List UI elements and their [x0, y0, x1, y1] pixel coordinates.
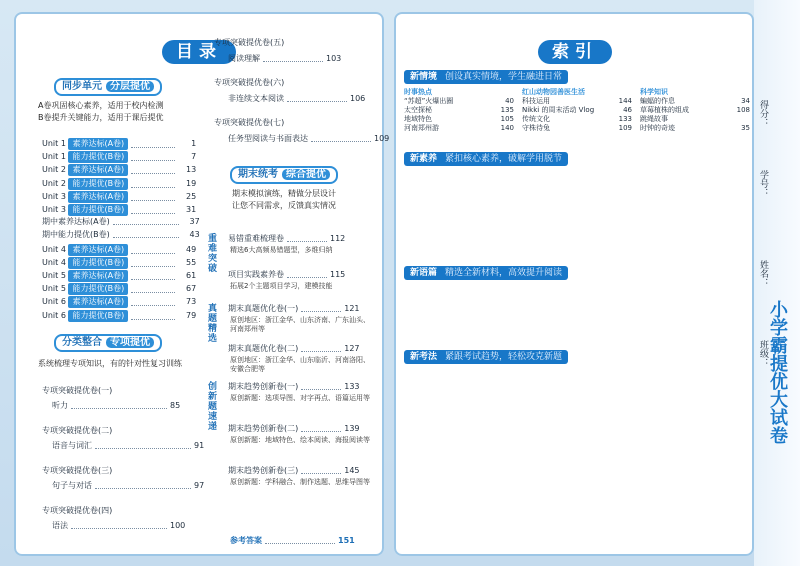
unit-row[interactable]: Unit 4 素养达标(A卷) 49	[42, 244, 197, 254]
special-row[interactable]: 专项突破提优卷(三)	[42, 466, 113, 475]
special-sub: 任务型阅读与书面表达 109	[228, 134, 390, 143]
index-entry[interactable]: 太空探秘 135	[404, 106, 514, 115]
special-row[interactable]: 专项突破提优卷(五)	[214, 38, 285, 47]
unit-row[interactable]: Unit 5 能力提优(B卷) 67	[42, 284, 197, 294]
special-row[interactable]: 专项突破提优卷(六)	[214, 78, 285, 87]
paper-row[interactable]: 期末趋势创新卷(三) 145	[228, 466, 360, 475]
special-row[interactable]: 专项突破提优卷(七)	[214, 118, 285, 127]
unit-row[interactable]: Unit 1 能力提优(B卷) 7	[42, 152, 197, 162]
index-entry[interactable]: 地域特色 105	[404, 115, 514, 124]
paper-desc: 精选6大高频易错题型，多维归纳	[230, 246, 333, 254]
paper-desc: 原创新题：地域特色、绘本阅读、海报阅读等	[230, 436, 370, 444]
special-sub: 语音与词汇 91	[52, 441, 205, 450]
unit-row[interactable]: Unit 6 能力提优(B卷) 79	[42, 310, 197, 320]
unit-row[interactable]: Unit 1 素养达标(A卷) 1	[42, 139, 197, 148]
class-field[interactable]: 班级：	[758, 340, 768, 367]
special-row[interactable]: 专项突破提优卷(一)	[42, 386, 113, 395]
paper-row[interactable]: 项目实践素养卷 115	[228, 270, 346, 279]
index-column	[522, 88, 632, 133]
index-entry[interactable]: 科技运用 144	[522, 97, 632, 106]
index-section-head: 新素养 紧扣核心素养，破解学用脱节	[404, 152, 568, 166]
unit-row[interactable]: Unit 3 素养达标(A卷) 25	[42, 191, 197, 201]
index-section-head: 新语篇 精选全新材料，高效提升阅读	[404, 266, 568, 280]
toc-page	[14, 12, 390, 556]
special-sub: 语法 100	[52, 521, 186, 530]
unit-row[interactable]: Unit 2 能力提优(B卷) 19	[42, 178, 197, 188]
unit-row[interactable]: Unit 6 素养达标(A卷) 73	[42, 297, 197, 307]
index-col-head: 科学知识	[640, 88, 668, 96]
special-note: 系统梳理专项知识，有的针对性复习训练	[38, 359, 182, 368]
index-entry[interactable]: 蝙蝠的作息 34	[640, 97, 750, 106]
index-entry[interactable]: 传统文化 133	[522, 115, 632, 124]
index-entry[interactable]: 时钟的奇迹 35	[640, 124, 750, 133]
index-section-head: 新考法 紧跟考试趋势，轻松攻克新题	[404, 350, 568, 364]
unit-row[interactable]: Unit 3 能力提优(B卷) 31	[42, 205, 197, 214]
paper-row[interactable]: 期末趋势创新卷(一) 133	[228, 382, 360, 391]
index-column	[640, 88, 750, 133]
number-field[interactable]: 学号：	[758, 170, 768, 197]
unit-row[interactable]: 期中素养达标(A卷) 37	[42, 217, 200, 227]
paper-row[interactable]: 期末真题优化卷(二) 127	[228, 344, 360, 353]
group-label: 重难突破	[208, 234, 218, 274]
final-note: 期末模拟演练，精做分层设计 让您不同需求，反馈真实情况	[232, 189, 336, 210]
paper-desc: 原创新题：选项导图、对字再点、语篇运用等	[230, 394, 370, 402]
final-pill: 期末统考 综合提优	[230, 166, 338, 184]
unit-row[interactable]: Unit 4 能力提优(B卷) 55	[42, 257, 197, 267]
paper-desc: 原创地区：浙江金华、山东临沂、河南洛阳、安徽合肥等	[230, 356, 370, 373]
index-col-head: 红山动物园善医生活	[522, 88, 585, 96]
spine-title: 小学霸提优大试卷	[767, 300, 788, 444]
sync-unit-pill: 同步单元 分层提优	[54, 78, 162, 96]
special-row[interactable]: 专项突破提优卷(四)	[42, 506, 113, 515]
index-page	[394, 12, 754, 556]
special-sub: 阅读理解 103	[228, 54, 342, 63]
special-row[interactable]: 专项突破提优卷(二)	[42, 426, 113, 435]
paper-row[interactable]: 期末真题优化卷(一) 121	[228, 304, 360, 313]
unit-row[interactable]: Unit 2 素养达标(A卷) 13	[42, 165, 197, 175]
paper-desc: 原创新题：学科融合、制作选题、思维导图等	[230, 478, 370, 486]
index-title: 索引	[538, 40, 612, 64]
answer-row[interactable]: 参考答案 151	[230, 536, 355, 545]
unit-row[interactable]: 期中能力提优(B卷) 43	[42, 230, 200, 240]
paper-desc: 原创地区：浙江金华、山东济南、广东汕头、河南郑州等	[230, 316, 370, 333]
paper-row[interactable]: 易错重难梳理卷 112	[228, 234, 346, 243]
unit-row[interactable]: Unit 5 素养达标(A卷) 61	[42, 271, 197, 280]
index-entry[interactable]: 草莓植株的组成 108	[640, 106, 750, 115]
index-entry[interactable]: 跳绳故事	[640, 115, 668, 124]
index-entry[interactable]: Nikki 的周末活动 Vlog 46	[522, 106, 632, 115]
group-label: 真题精选	[208, 304, 218, 344]
index-entry[interactable]: 守株待兔 109	[522, 124, 632, 133]
score-field[interactable]: 得分：	[758, 100, 768, 127]
index-col-head: 时事热点	[404, 88, 432, 96]
paper-desc: 拓展2个主题项目学习，建模技能	[230, 282, 333, 290]
sync-unit-note: A卷巩固核心素养，适用于校内检测 B卷提升关键能力，适用于课后提优	[38, 101, 164, 122]
name-field[interactable]: 姓名：	[758, 260, 768, 287]
group-label: 创新题速递	[208, 382, 218, 432]
index-section-head: 新情境 创设真实情境，学生融进日常	[404, 70, 568, 84]
toc-title: 目录	[162, 40, 236, 64]
special-sub: 句子与对话 97	[52, 481, 205, 490]
index-entry[interactable]: 河南郑州游 140	[404, 124, 514, 133]
index-entry[interactable]: “苏超”火爆出圈 40	[404, 97, 514, 106]
special-sub: 听力 85	[52, 401, 181, 410]
special-sub: 非连续文本阅读 106	[228, 94, 366, 103]
paper-row[interactable]: 期末趋势创新卷(二) 139	[228, 424, 360, 433]
special-pill: 分类整合 专项提优	[54, 334, 162, 352]
index-column	[404, 88, 514, 133]
